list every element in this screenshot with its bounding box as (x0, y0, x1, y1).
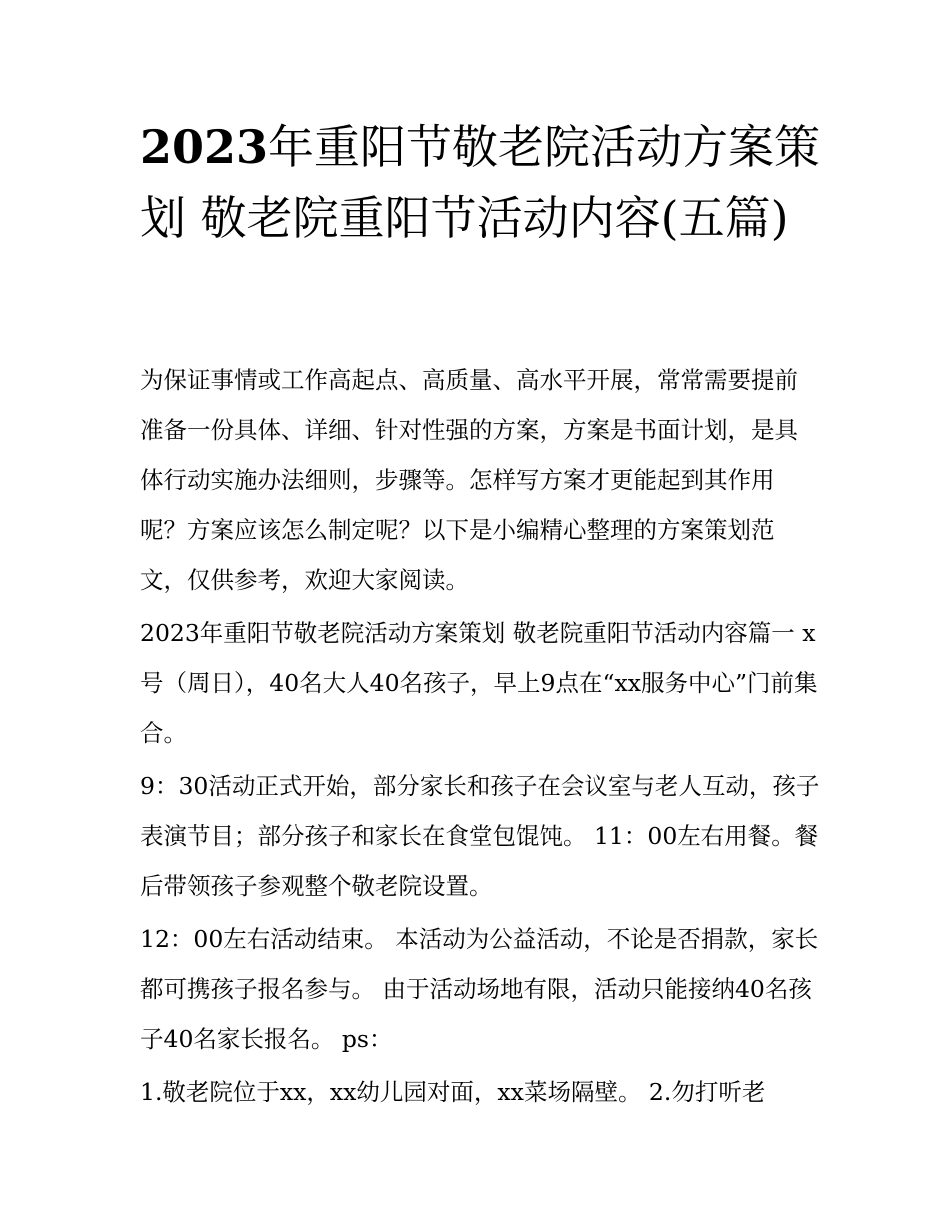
document-title (140, 112, 830, 254)
title-year: 2023 (140, 120, 269, 174)
section-one-paragraph: 2023年重阳节敬老院活动方案策划 敬老院重阳节活动内容篇一 x号（周日），40名大人40名孩子，早上9点在“xx服务中心”门前集合。 (140, 619, 818, 747)
notes-paragraph: 1.敬老院位于xx，xx幼儿园对面，xx菜场隔壁。 2.勿打听老 (140, 1078, 766, 1106)
schedule-paragraph: 9：30活动正式开始，部分家长和孩子在会议室与老人互动，孩子表演节目；部分孩子和家长在食堂包馄饨。 11：00左右用餐。餐后带领孩子参观整个敬老院设置。 (140, 772, 820, 900)
closing-paragraph: 12：00左右活动结束。 本活动为公益活动，不论是否捐款，家长都可携孩子报名参与。 由于活动场地有限，活动只能接纳40名孩子40名家长报名。 ps： (140, 925, 819, 1053)
title-text: 年重阳节敬老院活动方案策划 敬老院重阳节活动内容(五篇) (140, 120, 821, 245)
document-body (140, 355, 820, 1120)
intro-paragraph: 为保证事情或工作高起点、高质量、高水平开展，常常需要提前准备一份具体、详细、针对性强的方案，方案是书面计划，是具体行动实施办法细则，步骤等。怎样写方案才更能起到其作用呢？方案应该怎么制定呢？以下是小编精心整理的方案策划范文，仅供参考，欢迎大家阅读。 (140, 366, 798, 594)
